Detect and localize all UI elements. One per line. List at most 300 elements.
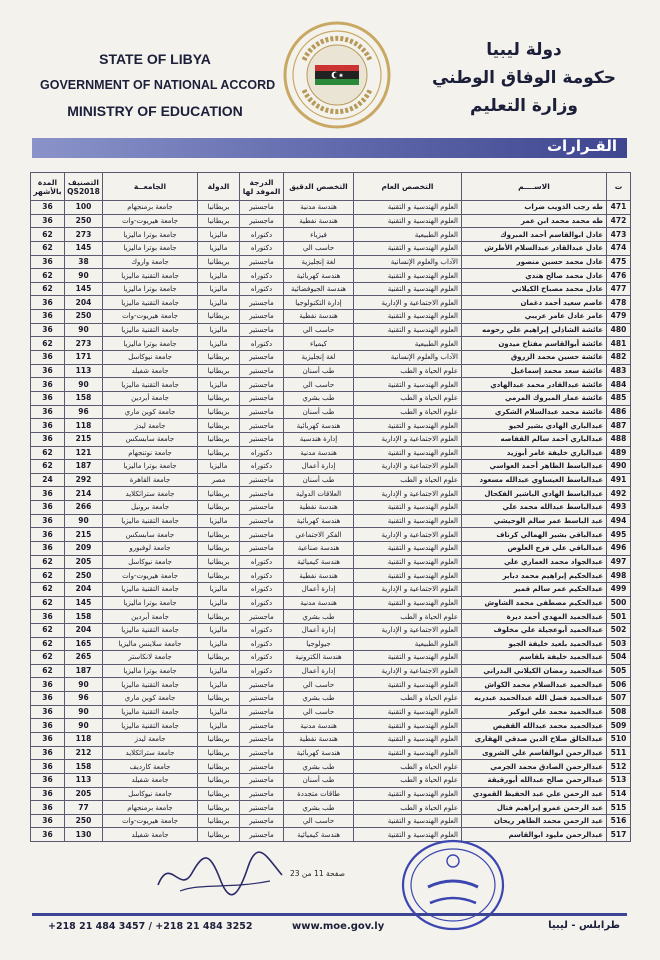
table-row: [31, 664, 631, 678]
table-body: [31, 201, 631, 842]
page-number: صفحة 11 من 23: [290, 869, 346, 878]
country: ماليزيا: [198, 337, 240, 351]
student-name: عبدالجواد محمد العماري علي: [462, 555, 607, 569]
university: جامعة نيوكاسل: [103, 787, 198, 801]
general-spec: العلوم الهندسية و التقنية: [354, 828, 462, 842]
duration: 36: [31, 678, 65, 692]
specific-spec: فيزياء: [284, 228, 354, 242]
student-name: عبد الرحمن عمرو إبراهيم فتال: [462, 801, 607, 815]
country: بريطانيا: [198, 310, 240, 324]
signature-icon: [150, 845, 290, 905]
col-degree: الدرجة الموفد لها: [240, 173, 284, 201]
row-index: 484: [607, 378, 631, 392]
student-name: عادل ابوالقاسم أحمد المبروك: [462, 228, 607, 242]
country: مصر: [198, 473, 240, 487]
banner-title: القـرارات: [546, 137, 617, 155]
general-spec: العلوم الهندسية و التقنية: [354, 651, 462, 665]
table-row: [31, 337, 631, 351]
row-index: 498: [607, 569, 631, 583]
duration: 36: [31, 705, 65, 719]
country: بريطانيا: [198, 432, 240, 446]
university: جامعة التقنية ماليزيا: [103, 323, 198, 337]
table-row: [31, 555, 631, 569]
duration: 62: [31, 664, 65, 678]
country: بريطانيا: [198, 419, 240, 433]
duration: 62: [31, 582, 65, 596]
degree: ماجستير: [240, 801, 284, 815]
general-spec: العلوم الاجتماعية و الإدارية: [354, 582, 462, 596]
country: بريطانيا: [198, 814, 240, 828]
col-rank: التصنيف QS2018: [65, 173, 103, 201]
specific-spec: هندسة نفطية: [284, 732, 354, 746]
qs-rank: 214: [65, 487, 103, 501]
student-name: عبدالباسط الهادي الباشير الفكحال: [462, 487, 607, 501]
qs-rank: 130: [65, 828, 103, 842]
general-spec: الآداب والعلوم الإنسانية: [354, 255, 462, 269]
country: بريطانيا: [198, 555, 240, 569]
student-name: عبدالباسط الطاهر أحمد العواسي: [462, 460, 607, 474]
qs-rank: 187: [65, 460, 103, 474]
general-spec: العلوم الهندسية و التقنية: [354, 555, 462, 569]
general-spec: العلوم الاجتماعية و الإدارية: [354, 432, 462, 446]
qs-rank: 96: [65, 405, 103, 419]
duration: 62: [31, 460, 65, 474]
student-name: عامر عادل عامر عريبي: [462, 310, 607, 324]
specific-spec: هندسة كهربائية: [284, 746, 354, 760]
col-duration: المدة بالأشهر: [31, 173, 65, 201]
duration: 62: [31, 596, 65, 610]
arabic-header: [424, 36, 624, 120]
footer-city: طرابلس - ليبيا: [548, 920, 620, 931]
student-name: عبدالحميد المهدي أحمد ديرة: [462, 610, 607, 624]
university: جامعة هيريوت-وات: [103, 214, 198, 228]
table-row: [31, 201, 631, 215]
qs-rank: 165: [65, 637, 103, 651]
university: جامعة شفيلد: [103, 364, 198, 378]
table-row: [31, 269, 631, 283]
country: بريطانيا: [198, 487, 240, 501]
duration: 36: [31, 323, 65, 337]
duration: 36: [31, 310, 65, 324]
decisions-banner: [32, 138, 627, 158]
student-name: عبدالحميد بلعيد خليفة الجبو: [462, 637, 607, 651]
footer-phone: +218 21 484 3457 / +218 21 484 3252: [48, 921, 253, 932]
specific-spec: حاسب الي: [284, 678, 354, 692]
specific-spec: لغة إنجليزية: [284, 351, 354, 365]
row-index: 493: [607, 501, 631, 515]
degree: دكتوراه: [240, 651, 284, 665]
row-index: 478: [607, 296, 631, 310]
general-spec: العلوم الاجتماعية و الإدارية: [354, 460, 462, 474]
duration: 36: [31, 501, 65, 515]
student-name: عبدالباقي علي فرج العلوص: [462, 542, 607, 556]
duration: 36: [31, 732, 65, 746]
row-index: 516: [607, 814, 631, 828]
table-row: [31, 391, 631, 405]
qs-rank: 113: [65, 773, 103, 787]
duration: 36: [31, 391, 65, 405]
duration: 36: [31, 610, 65, 624]
specific-spec: طب بشري: [284, 391, 354, 405]
university: جامعة برمنجهام: [103, 801, 198, 815]
specific-spec: طب بشري: [284, 801, 354, 815]
university: جامعة التقنية ماليزيا: [103, 296, 198, 310]
qs-rank: 118: [65, 419, 103, 433]
row-index: 512: [607, 760, 631, 774]
university: جامعة كوين ماري: [103, 405, 198, 419]
qs-rank: 205: [65, 787, 103, 801]
specific-spec: حاسب الي: [284, 814, 354, 828]
row-index: 508: [607, 705, 631, 719]
duration: 36: [31, 746, 65, 760]
university: جامعة ستراثكلايد: [103, 746, 198, 760]
student-name: عادل محمد مصباح الكيلاني: [462, 282, 607, 296]
specific-spec: طب بشري: [284, 760, 354, 774]
university: جامعة أبردين: [103, 610, 198, 624]
specific-spec: إدارة أعمال: [284, 664, 354, 678]
degree: ماجستير: [240, 692, 284, 706]
student-name: عبدالحميد عبدالسلام محمد الكواش: [462, 678, 607, 692]
qs-rank: 250: [65, 310, 103, 324]
english-header: [40, 46, 276, 124]
table-row: [31, 351, 631, 365]
specific-spec: حاسب الي: [284, 241, 354, 255]
degree: ماجستير: [240, 364, 284, 378]
specific-spec: هندسة مدنية: [284, 719, 354, 733]
row-index: 481: [607, 337, 631, 351]
country: بريطانيا: [198, 787, 240, 801]
table-row: [31, 296, 631, 310]
university: جامعة نيوكاسل: [103, 351, 198, 365]
specific-spec: كيمياء: [284, 337, 354, 351]
student-name: عبد الرحمن علي عبد الحفيظ القمودي: [462, 787, 607, 801]
duration: 36: [31, 432, 65, 446]
table-row: [31, 814, 631, 828]
table-row: [31, 405, 631, 419]
country: ماليزيا: [198, 582, 240, 596]
country: بريطانيا: [198, 828, 240, 842]
duration: 36: [31, 214, 65, 228]
degree: دكتوراه: [240, 446, 284, 460]
table-row: [31, 528, 631, 542]
row-index: 501: [607, 610, 631, 624]
general-spec: العلوم الاجتماعية و الإدارية: [354, 487, 462, 501]
degree: ماجستير: [240, 296, 284, 310]
qs-rank: 113: [65, 364, 103, 378]
qs-rank: 90: [65, 514, 103, 528]
scholarship-table: [30, 172, 631, 842]
row-index: 476: [607, 269, 631, 283]
table-row: [31, 637, 631, 651]
university: جامعة برمنجهام: [103, 201, 198, 215]
country: ماليزيا: [198, 596, 240, 610]
row-index: 479: [607, 310, 631, 324]
ministry-emblem-icon: [282, 20, 392, 130]
student-name: عبدالحميد محمد علي ابوكير: [462, 705, 607, 719]
student-name: عبد الرحمن محمد الطاهر ريحان: [462, 814, 607, 828]
university: جامعة هيريوت-وات: [103, 814, 198, 828]
qs-rank: 90: [65, 269, 103, 283]
general-spec: العلوم الهندسية و التقنية: [354, 269, 462, 283]
student-name: عادل محمد صالح هندي: [462, 269, 607, 283]
degree: دكتوراه: [240, 664, 284, 678]
country: بريطانيا: [198, 446, 240, 460]
university: جامعة نيوكاسل: [103, 555, 198, 569]
university: جامعة لوفبورو: [103, 542, 198, 556]
specific-spec: حاسب الي: [284, 378, 354, 392]
qs-rank: 145: [65, 241, 103, 255]
qs-rank: 121: [65, 446, 103, 460]
degree: دكتوراه: [240, 596, 284, 610]
specific-spec: هندسة كهربائية: [284, 514, 354, 528]
table-row: [31, 378, 631, 392]
degree: ماجستير: [240, 542, 284, 556]
table-row: [31, 787, 631, 801]
general-spec: العلوم الهندسية و التقنية: [354, 446, 462, 460]
university: جامعة ستراثكلايد: [103, 487, 198, 501]
university: جامعة بوترا ماليزيا: [103, 664, 198, 678]
university: جامعة سابسكس: [103, 432, 198, 446]
duration: 62: [31, 623, 65, 637]
row-index: 483: [607, 364, 631, 378]
general-spec: علوم الحياة و الطب: [354, 773, 462, 787]
row-index: 510: [607, 732, 631, 746]
degree: دكتوراه: [240, 269, 284, 283]
duration: 36: [31, 296, 65, 310]
row-index: 507: [607, 692, 631, 706]
country: ماليزيا: [198, 269, 240, 283]
student-name: عبدالحميد محمد عبدالله القفيص: [462, 719, 607, 733]
degree: ماجستير: [240, 323, 284, 337]
duration: 36: [31, 255, 65, 269]
specific-spec: هندسة مدنية: [284, 446, 354, 460]
student-name: عائشة أبوالقاسم مفتاح ميدون: [462, 337, 607, 351]
country: بريطانيا: [198, 391, 240, 405]
student-name: عبد الباسط عمر سالم الوحيشي: [462, 514, 607, 528]
qs-rank: 292: [65, 473, 103, 487]
row-index: 517: [607, 828, 631, 842]
qs-rank: 158: [65, 610, 103, 624]
student-name: عائشة الشاذلي إبراهيم علي رحومه: [462, 323, 607, 337]
student-name: عبدالخالق صلاح الدين صدقي الهقاري: [462, 732, 607, 746]
table-row: [31, 746, 631, 760]
student-name: عبدالباسط عبدالله محمد علي: [462, 501, 607, 515]
university: جامعة لانكاستر: [103, 651, 198, 665]
country: ماليزيا: [198, 637, 240, 651]
row-index: 506: [607, 678, 631, 692]
col-country: الدولة: [198, 173, 240, 201]
table-row: [31, 514, 631, 528]
row-index: 513: [607, 773, 631, 787]
row-index: 509: [607, 719, 631, 733]
duration: 36: [31, 378, 65, 392]
country: بريطانيا: [198, 746, 240, 760]
row-index: 496: [607, 542, 631, 556]
specific-spec: هندسة الكترونية: [284, 651, 354, 665]
qs-rank: 90: [65, 378, 103, 392]
table-row: [31, 214, 631, 228]
degree: ماجستير: [240, 214, 284, 228]
student-name: عائشة محمد عبدالسلام الشكري: [462, 405, 607, 419]
specific-spec: هندسة كهربائية: [284, 269, 354, 283]
row-index: 488: [607, 432, 631, 446]
university: جامعة هيريوت-وات: [103, 569, 198, 583]
qs-rank: 250: [65, 814, 103, 828]
table-row: [31, 732, 631, 746]
specific-spec: طب بشري: [284, 692, 354, 706]
country: بريطانيا: [198, 351, 240, 365]
degree: ماجستير: [240, 732, 284, 746]
row-index: 495: [607, 528, 631, 542]
student-name: عبدالحميد خليفة بلقاسم: [462, 651, 607, 665]
qs-rank: 171: [65, 351, 103, 365]
specific-spec: لغة إنجليزية: [284, 255, 354, 269]
specific-spec: إدارة هندسية: [284, 432, 354, 446]
row-index: 486: [607, 405, 631, 419]
duration: 62: [31, 651, 65, 665]
general-spec: العلوم الهندسية و التقنية: [354, 814, 462, 828]
specific-spec: هندسة مدنية: [284, 596, 354, 610]
row-index: 489: [607, 446, 631, 460]
country: بريطانيا: [198, 801, 240, 815]
general-spec: العلوم الهندسية و التقنية: [354, 678, 462, 692]
university: جامعة كارديف: [103, 760, 198, 774]
student-name: عبدالباسط العيساوي عبدالله مسعود: [462, 473, 607, 487]
student-name: عبدالباقي بشير الهمالي كرناف: [462, 528, 607, 542]
degree: دكتوراه: [240, 637, 284, 651]
qs-rank: 273: [65, 337, 103, 351]
duration: 36: [31, 828, 65, 842]
degree: ماجستير: [240, 760, 284, 774]
row-index: 472: [607, 214, 631, 228]
general-spec: العلوم الهندسية و التقنية: [354, 419, 462, 433]
qs-rank: 204: [65, 582, 103, 596]
qs-rank: 158: [65, 391, 103, 405]
general-spec: علوم الحياة و الطب: [354, 692, 462, 706]
general-spec: العلوم الاجتماعية و الإدارية: [354, 528, 462, 542]
country: ماليزيا: [198, 664, 240, 678]
general-spec: العلوم الهندسية و التقنية: [354, 787, 462, 801]
specific-spec: هندسة كيميائية: [284, 828, 354, 842]
degree: ماجستير: [240, 719, 284, 733]
duration: 62: [31, 241, 65, 255]
country: ماليزيا: [198, 460, 240, 474]
specific-spec: العلاقات الدولية: [284, 487, 354, 501]
degree: دكتوراه: [240, 282, 284, 296]
country: بريطانيا: [198, 405, 240, 419]
country: ماليزيا: [198, 378, 240, 392]
degree: ماجستير: [240, 351, 284, 365]
ministry-name-ar: وزارة التعليم: [470, 96, 578, 116]
duration: 36: [31, 773, 65, 787]
degree: ماجستير: [240, 610, 284, 624]
specific-spec: طب بشري: [284, 610, 354, 624]
student-name: عائشة سعد محمد إسماعيل: [462, 364, 607, 378]
table-row: [31, 678, 631, 692]
qs-rank: 209: [65, 542, 103, 556]
duration: 62: [31, 269, 65, 283]
university: جامعة ليدز: [103, 732, 198, 746]
general-spec: العلوم الهندسية و التقنية: [354, 732, 462, 746]
table-row: [31, 651, 631, 665]
general-spec: العلوم الاجتماعية و الإدارية: [354, 296, 462, 310]
table-row: [31, 282, 631, 296]
degree: دكتوراه: [240, 569, 284, 583]
general-spec: العلوم الطبيعية: [354, 337, 462, 351]
university: جامعة بوترا ماليزيا: [103, 596, 198, 610]
qs-rank: 90: [65, 678, 103, 692]
table-row: [31, 310, 631, 324]
table-header-row: [31, 173, 631, 201]
student-name: عبدالحميد رمضان الكيلاني البدراني: [462, 664, 607, 678]
row-index: 487: [607, 419, 631, 433]
row-index: 504: [607, 651, 631, 665]
col-index: ت: [607, 173, 631, 201]
specific-spec: هندسة الجيوفضائية: [284, 282, 354, 296]
general-spec: العلوم الاجتماعية و الإدارية: [354, 664, 462, 678]
row-index: 485: [607, 391, 631, 405]
government-name-ar: حكومة الوفاق الوطني: [431, 68, 617, 88]
student-name: عادل محمد حسين منصور: [462, 255, 607, 269]
qs-rank: 273: [65, 228, 103, 242]
general-spec: العلوم الهندسية و التقنية: [354, 514, 462, 528]
row-index: 502: [607, 623, 631, 637]
student-name: عبدالباري الهادي بشير لحيو: [462, 419, 607, 433]
degree: ماجستير: [240, 378, 284, 392]
col-general-spec: التخصص العام: [354, 173, 462, 201]
row-index: 473: [607, 228, 631, 242]
qs-rank: 266: [65, 501, 103, 515]
qs-rank: 38: [65, 255, 103, 269]
country: ماليزيا: [198, 296, 240, 310]
specific-spec: إدارة أعمال: [284, 460, 354, 474]
row-index: 499: [607, 582, 631, 596]
degree: ماجستير: [240, 391, 284, 405]
country: بريطانيا: [198, 214, 240, 228]
university: جامعة سابسكس: [103, 528, 198, 542]
university: جامعة التقنية ماليزيا: [103, 378, 198, 392]
specific-spec: هندسة نفطية: [284, 310, 354, 324]
table-row: [31, 241, 631, 255]
student-name: طه محمد محمد ابن عمر: [462, 214, 607, 228]
student-name: عبدالحميد فضل الله عبدالحميد عبدربه: [462, 692, 607, 706]
degree: ماجستير: [240, 514, 284, 528]
duration: 36: [31, 351, 65, 365]
duration: 36: [31, 719, 65, 733]
specific-spec: طب أسنان: [284, 364, 354, 378]
qs-rank: 90: [65, 719, 103, 733]
general-spec: العلوم الهندسية و التقنية: [354, 746, 462, 760]
student-name: عائشة عبدالقادر محمد عبدالهادي: [462, 378, 607, 392]
row-index: 511: [607, 746, 631, 760]
general-spec: العلوم الهندسية و التقنية: [354, 310, 462, 324]
official-stamp-icon: [398, 835, 508, 935]
specific-spec: إدارة التكنولوجيا: [284, 296, 354, 310]
duration: 36: [31, 814, 65, 828]
degree: ماجستير: [240, 201, 284, 215]
university: جامعة بوترا ماليزيا: [103, 337, 198, 351]
qs-rank: 265: [65, 651, 103, 665]
student-name: عاصم سعيد أحمد دغمان: [462, 296, 607, 310]
specific-spec: حاسب الي: [284, 323, 354, 337]
general-spec: علوم الحياة و الطب: [354, 760, 462, 774]
degree: ماجستير: [240, 405, 284, 419]
row-index: 492: [607, 487, 631, 501]
degree: ماجستير: [240, 828, 284, 842]
university: جامعة التقنية ماليزيا: [103, 269, 198, 283]
degree: دكتوراه: [240, 241, 284, 255]
duration: 36: [31, 487, 65, 501]
